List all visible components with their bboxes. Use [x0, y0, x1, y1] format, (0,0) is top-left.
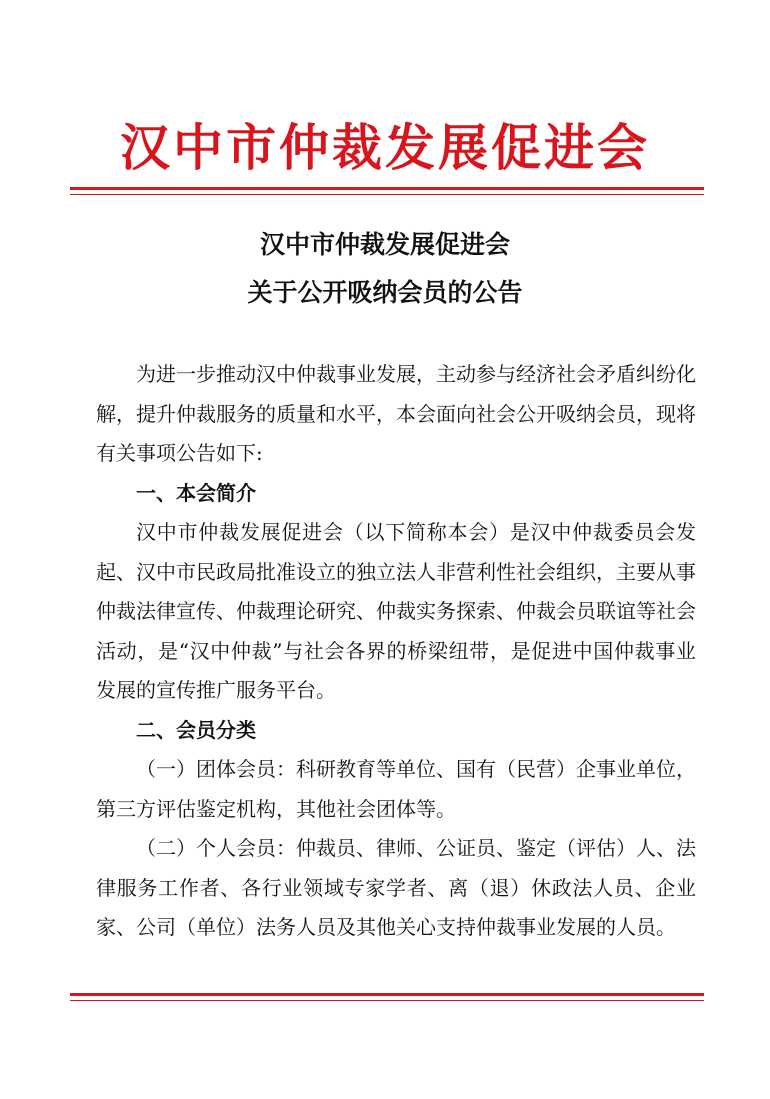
footer-rule-thin	[70, 1000, 704, 1001]
section-2-heading: 二、会员分类	[136, 717, 256, 742]
intro-paragraph: 为进一步推动汉中仲裁事业发展，主动参与经济社会矛盾纠纷化解，提升仲裁服务的质量和水平，本会面向社会公开吸纳会员，现将有关事项公告如下:	[96, 362, 696, 465]
footer-rule-thick	[70, 993, 704, 996]
letterhead-rule-thick	[70, 187, 704, 190]
section-1-paragraph: 汉中市仲裁发展促进会（以下简称本会）是汉中仲裁委员会发起、汉中市民政局批准设立的独立法人非营利性社会组织，主要从事仲裁法律宣传、仲裁理论研究、仲裁实务探索、仲裁会员联谊等社会活动，是“汉中仲裁”与社会各界的桥梁纽带，是促进中国仲裁事业发展的宣传推广服务平台。	[96, 520, 696, 702]
section-1-heading: 一、本会简介	[136, 480, 256, 505]
letterhead-title: 汉中市仲裁发展促进会	[120, 119, 650, 177]
section-2-item-2: （二）个人会员：仲裁员、律师、公证员、鉴定（评估）人、法律服务工作者、各行业领域专家学者、离（退）休政法人员、企业家、公司（单位）法务人员及其他关心支持仲裁事业发展的人员。	[96, 836, 696, 939]
letterhead-rule-thin	[70, 194, 704, 195]
section-2-item-1: （一）团体会员：科研教育等单位、国有（民营）企事业单位，第三方评估鉴定机构，其他社会团体等。	[96, 757, 696, 821]
document-title-line-1: 汉中市仲裁发展促进会	[259, 230, 510, 259]
document-title-line-2: 关于公开吸纳会员的公告	[247, 278, 523, 307]
document-body	[96, 355, 696, 948]
